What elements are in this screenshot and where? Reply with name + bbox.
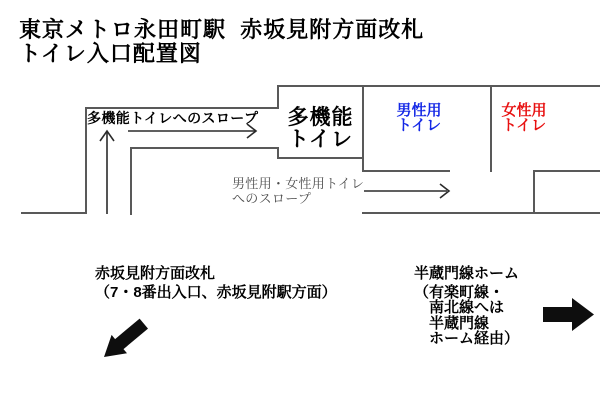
arrow-right-thick-icon [543,298,594,331]
gate-direction-line1: 赤坂見附方面改札 [95,265,216,282]
multi-function-toilet-line1: 多機能 [287,106,354,129]
womens-toilet-line2: トイレ [501,117,547,134]
womens-toilet-line1: 女性用 [501,102,547,119]
mens-toilet-line1: 男性用 [396,102,442,119]
page-title-line2: トイレ入口配置図 [19,41,202,66]
multi-function-toilet-line2: トイレ [288,128,353,151]
mens-toilet-line2: トイレ [396,117,442,134]
slope-to-mens-womens-line2: へのスロープ [232,191,312,206]
slope-to-mens-womens-label [232,176,364,206]
arrow-right-lower-thin-icon [364,184,449,198]
slope-to-multi-toilet-label: 多機能トイレへのスロープ [87,110,259,126]
slope-to-mens-womens-line1: 男性用・女性用トイレ [232,176,365,191]
platform-direction-line3: 南北線へは [414,299,505,316]
page-title-line1: 東京メトロ永田町駅 赤坂見附方面改札 [19,17,425,42]
gate-direction-label [95,264,337,302]
multi-function-toilet-label [277,107,364,151]
arrow-up-thin-icon [100,131,114,214]
gate-direction-line2: （7・8番出入口、赤坂見附駅方面） [95,284,337,301]
platform-direction-line2: （有楽町線・ [414,283,505,301]
platform-direction-line5: ホーム経由） [414,330,520,347]
platform-direction-label [414,266,519,347]
platform-direction-line4: 半蔵門線 [414,314,490,332]
mens-toilet-label [392,103,446,133]
arrow-down-left-thick-icon [104,319,148,357]
platform-direction-line1: 半蔵門線ホーム [414,265,520,282]
womens-toilet-label [497,103,551,133]
